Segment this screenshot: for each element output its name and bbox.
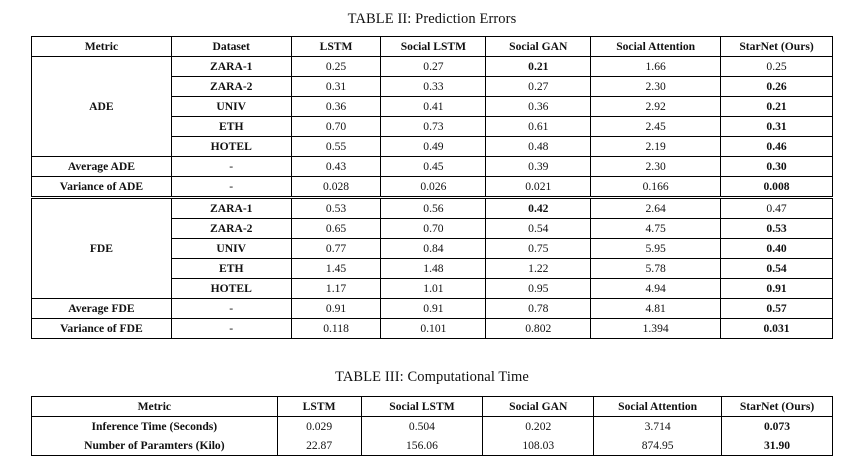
value-cell: 0.61 bbox=[486, 117, 591, 137]
value-cell: 0.30 bbox=[721, 157, 833, 177]
column-header: StarNet (Ours) bbox=[722, 397, 833, 417]
column-header: Metric bbox=[32, 37, 172, 57]
dataset-cell: HOTEL bbox=[171, 279, 291, 299]
summary-label: Variance of ADE bbox=[32, 177, 172, 198]
value-cell: 0.33 bbox=[381, 77, 486, 97]
value-cell: 4.75 bbox=[591, 219, 721, 239]
value-cell: 0.21 bbox=[486, 57, 591, 77]
dataset-cell: - bbox=[171, 157, 291, 177]
value-cell: 0.029 bbox=[277, 417, 361, 437]
value-cell: 0.026 bbox=[381, 177, 486, 198]
value-cell: 2.64 bbox=[591, 198, 721, 219]
dataset-cell: - bbox=[171, 177, 291, 198]
column-header: Social GAN bbox=[486, 37, 591, 57]
value-cell: 0.57 bbox=[721, 299, 833, 319]
value-cell: 1.394 bbox=[591, 319, 721, 339]
summary-label: Average ADE bbox=[32, 157, 172, 177]
dataset-cell: ETH bbox=[171, 117, 291, 137]
value-cell: 0.31 bbox=[721, 117, 833, 137]
value-cell: 0.54 bbox=[721, 259, 833, 279]
value-cell: 1.01 bbox=[381, 279, 486, 299]
summary-label: Average FDE bbox=[32, 299, 172, 319]
dataset-cell: UNIV bbox=[171, 239, 291, 259]
table-header-row bbox=[32, 397, 833, 417]
dataset-cell: ZARA-1 bbox=[171, 57, 291, 77]
table-row bbox=[32, 436, 833, 456]
summary-row bbox=[32, 299, 833, 319]
column-header: Social Attention bbox=[591, 37, 721, 57]
value-cell: 2.30 bbox=[591, 77, 721, 97]
value-cell: 0.27 bbox=[381, 57, 486, 77]
value-cell: 0.26 bbox=[721, 77, 833, 97]
table2-caption: TABLE II: Prediction Errors bbox=[347, 11, 517, 27]
value-cell: 1.17 bbox=[291, 279, 381, 299]
value-cell: 0.39 bbox=[486, 157, 591, 177]
value-cell: 0.36 bbox=[291, 97, 381, 117]
value-cell: 0.202 bbox=[483, 417, 594, 437]
metric-label: ADE bbox=[32, 57, 172, 157]
summary-label: Variance of FDE bbox=[32, 319, 172, 339]
value-cell: 2.92 bbox=[591, 97, 721, 117]
dataset-cell: ZARA-2 bbox=[171, 219, 291, 239]
column-header: Social Attention bbox=[594, 397, 722, 417]
table3-caption: TABLE III: Computational Time bbox=[335, 369, 529, 385]
value-cell: 0.41 bbox=[381, 97, 486, 117]
value-cell: 0.53 bbox=[291, 198, 381, 219]
table-row bbox=[32, 198, 833, 219]
summary-row bbox=[32, 319, 833, 339]
dataset-cell: ZARA-2 bbox=[171, 77, 291, 97]
value-cell: 0.48 bbox=[486, 137, 591, 157]
table-header-row bbox=[32, 37, 833, 57]
value-cell: 1.48 bbox=[381, 259, 486, 279]
value-cell: 0.25 bbox=[721, 57, 833, 77]
value-cell: 0.65 bbox=[291, 219, 381, 239]
value-cell: 3.714 bbox=[594, 417, 722, 437]
value-cell: 0.77 bbox=[291, 239, 381, 259]
value-cell: 0.95 bbox=[486, 279, 591, 299]
value-cell: 0.91 bbox=[381, 299, 486, 319]
value-cell: 0.56 bbox=[381, 198, 486, 219]
value-cell: 0.40 bbox=[721, 239, 833, 259]
value-cell: 5.78 bbox=[591, 259, 721, 279]
value-cell: 0.55 bbox=[291, 137, 381, 157]
row-label: Inference Time (Seconds) bbox=[32, 417, 278, 437]
value-cell: 874.95 bbox=[594, 436, 722, 456]
value-cell: 2.19 bbox=[591, 137, 721, 157]
value-cell: 0.008 bbox=[721, 177, 833, 198]
value-cell: 0.70 bbox=[381, 219, 486, 239]
value-cell: 0.21 bbox=[721, 97, 833, 117]
value-cell: 4.81 bbox=[591, 299, 721, 319]
value-cell: 0.54 bbox=[486, 219, 591, 239]
table-row bbox=[32, 417, 833, 437]
value-cell: 0.031 bbox=[721, 319, 833, 339]
value-cell: 0.504 bbox=[361, 417, 483, 437]
value-cell: 31.90 bbox=[722, 436, 833, 456]
value-cell: 22.87 bbox=[277, 436, 361, 456]
value-cell: 0.70 bbox=[291, 117, 381, 137]
column-header: Social LSTM bbox=[361, 397, 483, 417]
value-cell: 0.45 bbox=[381, 157, 486, 177]
value-cell: 5.95 bbox=[591, 239, 721, 259]
value-cell: 0.028 bbox=[291, 177, 381, 198]
value-cell: 0.78 bbox=[486, 299, 591, 319]
column-header: StarNet (Ours) bbox=[721, 37, 833, 57]
value-cell: 0.27 bbox=[486, 77, 591, 97]
dataset-cell: - bbox=[171, 299, 291, 319]
value-cell: 0.84 bbox=[381, 239, 486, 259]
value-cell: 0.166 bbox=[591, 177, 721, 198]
summary-row bbox=[32, 177, 833, 198]
value-cell: 0.73 bbox=[381, 117, 486, 137]
value-cell: 0.118 bbox=[291, 319, 381, 339]
dataset-cell: - bbox=[171, 319, 291, 339]
summary-row bbox=[32, 157, 833, 177]
value-cell: 0.91 bbox=[291, 299, 381, 319]
dataset-cell: ZARA-1 bbox=[171, 198, 291, 219]
row-label: Number of Paramters (Kilo) bbox=[32, 436, 278, 456]
value-cell: 0.073 bbox=[722, 417, 833, 437]
value-cell: 0.101 bbox=[381, 319, 486, 339]
prediction-errors-table bbox=[31, 36, 833, 339]
value-cell: 0.43 bbox=[291, 157, 381, 177]
value-cell: 0.021 bbox=[486, 177, 591, 198]
value-cell: 2.45 bbox=[591, 117, 721, 137]
computational-time-table bbox=[31, 396, 833, 456]
value-cell: 0.47 bbox=[721, 198, 833, 219]
column-header: Social LSTM bbox=[381, 37, 486, 57]
column-header: Dataset bbox=[171, 37, 291, 57]
column-header: LSTM bbox=[277, 397, 361, 417]
value-cell: 1.45 bbox=[291, 259, 381, 279]
value-cell: 0.42 bbox=[486, 198, 591, 219]
dataset-cell: HOTEL bbox=[171, 137, 291, 157]
column-header: Metric bbox=[32, 397, 278, 417]
column-header: LSTM bbox=[291, 37, 381, 57]
value-cell: 0.36 bbox=[486, 97, 591, 117]
value-cell: 108.03 bbox=[483, 436, 594, 456]
value-cell: 1.22 bbox=[486, 259, 591, 279]
value-cell: 0.91 bbox=[721, 279, 833, 299]
value-cell: 2.30 bbox=[591, 157, 721, 177]
table-row bbox=[32, 57, 833, 77]
value-cell: 0.31 bbox=[291, 77, 381, 97]
value-cell: 0.53 bbox=[721, 219, 833, 239]
metric-label: FDE bbox=[32, 198, 172, 299]
value-cell: 0.802 bbox=[486, 319, 591, 339]
value-cell: 0.75 bbox=[486, 239, 591, 259]
column-header: Social GAN bbox=[483, 397, 594, 417]
dataset-cell: ETH bbox=[171, 259, 291, 279]
value-cell: 4.94 bbox=[591, 279, 721, 299]
value-cell: 0.49 bbox=[381, 137, 486, 157]
value-cell: 0.25 bbox=[291, 57, 381, 77]
dataset-cell: UNIV bbox=[171, 97, 291, 117]
value-cell: 156.06 bbox=[361, 436, 483, 456]
value-cell: 1.66 bbox=[591, 57, 721, 77]
value-cell: 0.46 bbox=[721, 137, 833, 157]
